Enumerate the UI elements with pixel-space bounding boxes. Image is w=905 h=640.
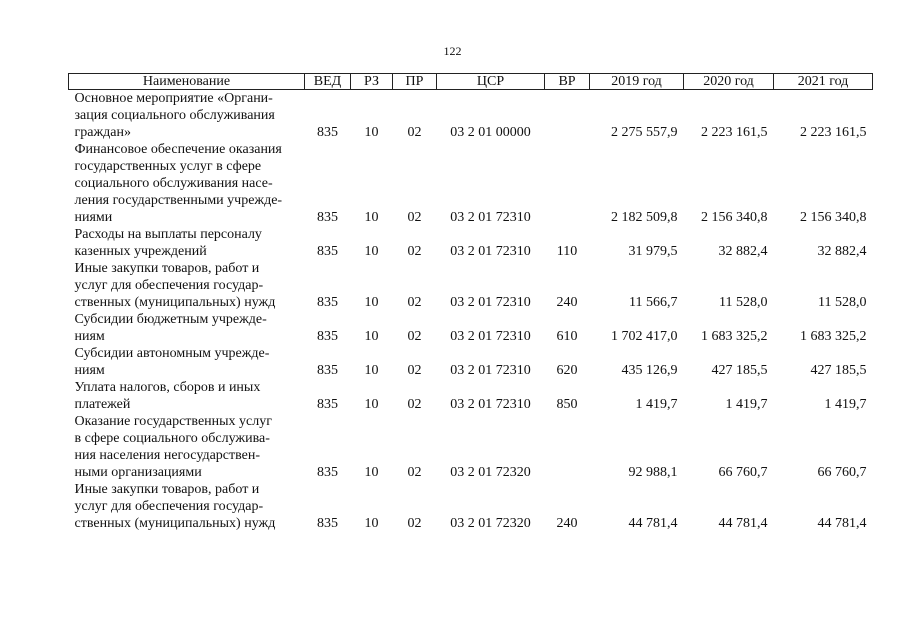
cell-ved: 835 <box>317 465 338 480</box>
cell-2021: 2 156 340,8 <box>800 210 867 225</box>
row-name: Оказание государственных услуг в сфере социального обслужива- ния населения негосударствен- ными организациями <box>74 414 272 480</box>
header-ved: ВЕД <box>305 74 351 90</box>
table-row <box>69 260 873 311</box>
row-name: Субсидии бюджетным учрежде- ниям <box>74 312 267 344</box>
cell-csr: 03 2 01 72320 <box>450 465 531 480</box>
table-header <box>69 74 873 90</box>
cell-2021: 427 185,5 <box>810 363 867 378</box>
table-row <box>69 345 873 379</box>
cell-vr: 620 <box>556 363 578 378</box>
cell-rz: 10 <box>364 465 379 480</box>
cell-ved: 835 <box>317 210 338 225</box>
cell-ved: 835 <box>317 295 338 310</box>
cell-ved: 835 <box>317 397 338 412</box>
cell-2020: 66 760,7 <box>718 465 768 480</box>
cell-csr: 03 2 01 72310 <box>450 295 531 310</box>
row-name: Иные закупки товаров, работ и услуг для обеспечения государ- ственных (муниципальных) нужд <box>74 261 276 310</box>
cell-2019: 2 275 557,9 <box>611 125 678 140</box>
cell-2019: 44 781,4 <box>628 516 678 531</box>
table-row <box>69 141 873 226</box>
cell-pr: 02 <box>407 363 422 378</box>
cell-2020: 427 185,5 <box>711 363 768 378</box>
cell-2021: 44 781,4 <box>817 516 867 531</box>
cell-vr: 110 <box>556 244 578 259</box>
cell-2020: 2 223 161,5 <box>701 125 768 140</box>
header-csr: ЦСР <box>437 74 545 90</box>
cell-2020: 2 156 340,8 <box>701 210 768 225</box>
page-number: 122 <box>443 44 462 58</box>
row-name: Расходы на выплаты персоналу казенных учреждений <box>74 227 262 259</box>
cell-2019: 31 979,5 <box>628 244 678 259</box>
cell-csr: 03 2 01 72320 <box>450 516 531 531</box>
header-pr: ПР <box>393 74 437 90</box>
cell-ved: 835 <box>317 329 338 344</box>
cell-rz: 10 <box>364 397 379 412</box>
cell-rz: 10 <box>364 125 379 140</box>
cell-csr: 03 2 01 72310 <box>450 210 531 225</box>
row-name: Финансовое обеспечение оказания государственных услуг в сфере социального обслуживания насе- ления государственными учрежде- ниями <box>74 142 283 225</box>
cell-2019: 435 126,9 <box>621 363 678 378</box>
cell-2021: 1 683 325,2 <box>800 329 867 344</box>
cell-2021: 66 760,7 <box>817 465 867 480</box>
cell-pr: 02 <box>407 125 422 140</box>
cell-rz: 10 <box>364 329 379 344</box>
cell-pr: 02 <box>407 329 422 344</box>
cell-pr: 02 <box>407 397 422 412</box>
cell-2020: 1 419,7 <box>725 397 768 412</box>
cell-pr: 02 <box>407 465 422 480</box>
cell-rz: 10 <box>364 210 379 225</box>
cell-2021: 11 528,0 <box>818 295 867 310</box>
cell-2020: 1 683 325,2 <box>701 329 768 344</box>
table-row <box>69 379 873 413</box>
cell-ved: 835 <box>317 516 338 531</box>
table-row <box>69 90 873 142</box>
row-name: Субсидии автономным учрежде- ниям <box>74 346 270 378</box>
cell-ved: 835 <box>317 363 338 378</box>
header-2020: 2020 год <box>684 74 774 90</box>
cell-pr: 02 <box>407 516 422 531</box>
cell-vr: 610 <box>556 329 578 344</box>
cell-vr <box>545 90 590 142</box>
table-row <box>69 226 873 260</box>
cell-2020: 32 882,4 <box>718 244 768 259</box>
cell-vr: 240 <box>556 516 578 531</box>
cell-ved: 835 <box>317 244 338 259</box>
cell-rz: 10 <box>364 516 379 531</box>
cell-pr: 02 <box>407 295 422 310</box>
row-name: Иные закупки товаров, работ и услуг для обеспечения государ- ственных (муниципальных) нужд <box>74 482 276 531</box>
cell-2019: 1 419,7 <box>635 397 678 412</box>
cell-csr: 03 2 01 72310 <box>450 363 531 378</box>
cell-2019: 11 566,7 <box>629 295 678 310</box>
cell-rz: 10 <box>364 295 379 310</box>
header-vr: ВР <box>545 74 590 90</box>
row-name: Основное мероприятие «Органи- зация социального обслуживания граждан» <box>74 91 275 140</box>
cell-csr: 03 2 01 72310 <box>450 397 531 412</box>
cell-vr: 850 <box>556 397 578 412</box>
cell-pr: 02 <box>407 210 422 225</box>
cell-2020: 11 528,0 <box>719 295 768 310</box>
cell-rz: 10 <box>364 363 379 378</box>
cell-2021: 32 882,4 <box>817 244 867 259</box>
cell-2021: 2 223 161,5 <box>800 125 867 140</box>
row-name: Уплата налогов, сборов и иных платежей <box>74 380 261 412</box>
cell-2019: 92 988,1 <box>628 465 678 480</box>
cell-csr: 03 2 01 00000 <box>450 125 531 140</box>
cell-2019: 2 182 509,8 <box>611 210 678 225</box>
cell-2019: 1 702 417,0 <box>611 329 678 344</box>
header-name: Наименование <box>69 74 305 90</box>
table-row <box>69 481 873 532</box>
cell-rz: 10 <box>364 244 379 259</box>
cell-vr: 240 <box>556 295 578 310</box>
budget-table <box>68 73 873 532</box>
table-row <box>69 413 873 481</box>
cell-ved: 835 <box>317 125 338 140</box>
table-row <box>69 311 873 345</box>
cell-2020: 44 781,4 <box>718 516 768 531</box>
header-2019: 2019 год <box>590 74 684 90</box>
cell-pr: 02 <box>407 244 422 259</box>
cell-csr: 03 2 01 72310 <box>450 244 531 259</box>
header-rz: РЗ <box>351 74 393 90</box>
cell-2021: 1 419,7 <box>824 397 867 412</box>
cell-csr: 03 2 01 72310 <box>450 329 531 344</box>
header-2021: 2021 год <box>774 74 873 90</box>
cell-vr <box>545 413 590 481</box>
cell-vr <box>545 141 590 226</box>
